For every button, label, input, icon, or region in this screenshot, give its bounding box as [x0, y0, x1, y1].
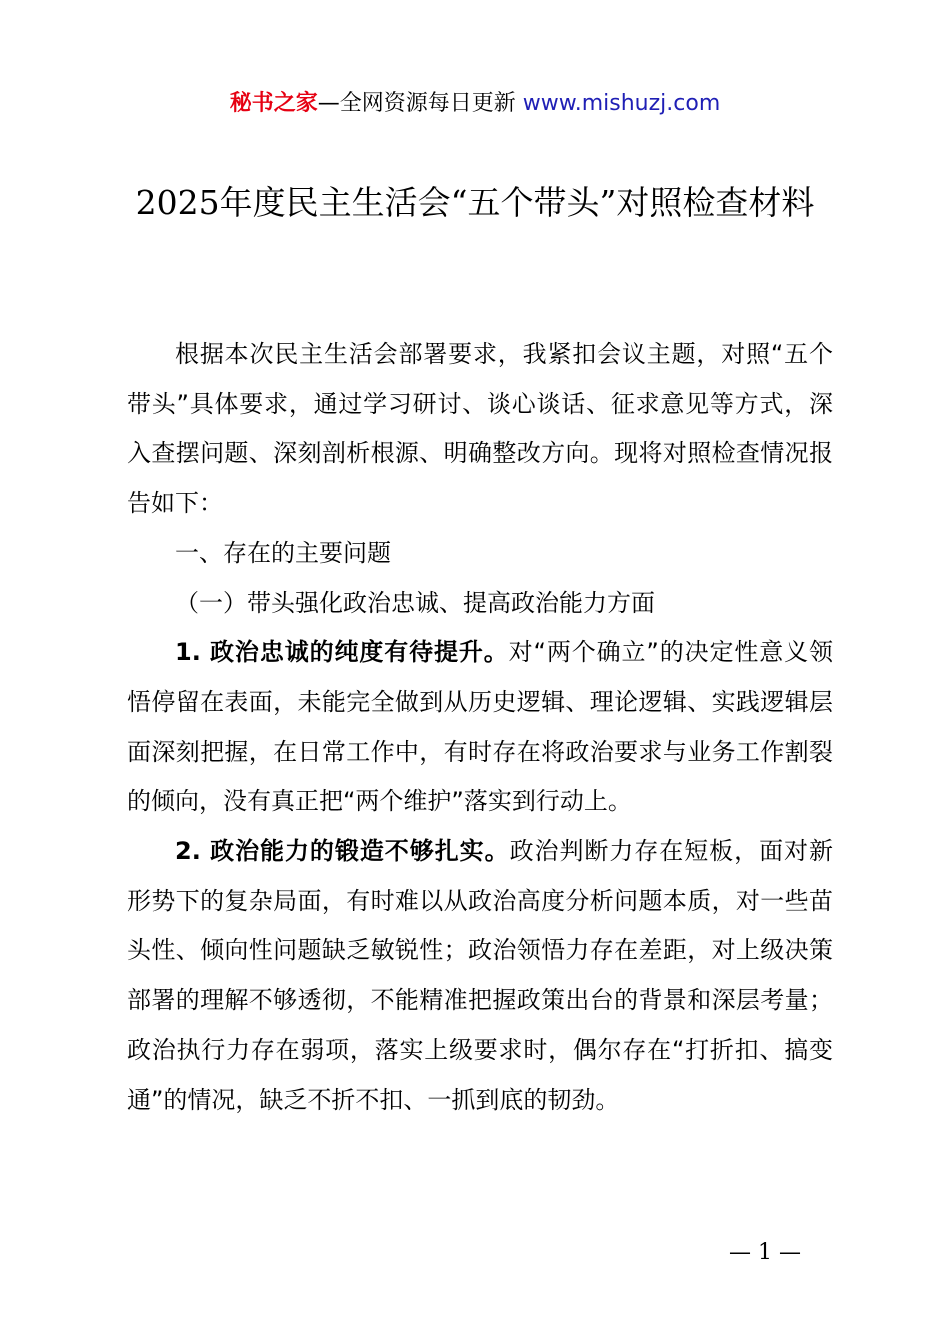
document-body	[127, 330, 833, 1125]
site-header	[0, 86, 950, 122]
problem-item-2	[127, 827, 833, 1125]
brand-name: 秘书之家	[229, 91, 318, 116]
problem-item-1	[127, 628, 833, 827]
problem-item-2-text: 政治判断力存在短板，面对新形势下的复杂局面，有时难以从政治高度分析问题本质，对一些苗头性、倾向性问题缺乏敏锐性；政治领悟力存在差距，对上级决策部署的理解不够透彻，不能精准把握政策出台的背景和深层考量；政治执行力存在弱项，落实上级要求时，偶尔存在“打折扣、搞变通”的情况，缺乏不折不扣、一抓到底的韧劲。	[127, 837, 833, 1114]
section-heading: 一、存在的主要问题	[175, 538, 391, 567]
site-url-link[interactable]: www.mishuzj.com	[522, 91, 721, 116]
subsection-heading: （一）带头强化政治忠诚、提高政治能力方面	[175, 588, 655, 617]
page-number: — 1 —	[729, 1240, 801, 1265]
problem-item-1-text: 对“两个确立”的决定性意义领悟停留在表面，未能完全做到从历史逻辑、理论逻辑、实践逻辑层面深刻把握，在日常工作中，有时存在将政治要求与业务工作割裂的倾向，没有真正把“两个维护”落实到行动上。	[127, 638, 833, 816]
problem-item-1-lead: 1. 政治忠诚的纯度有待提升。	[175, 638, 509, 667]
intro-paragraph: 根据本次民主生活会部署要求，我紧扣会议主题，对照“五个带头”具体要求，通过学习研讨、谈心谈话、征求意见等方式，深入查摆问题、深刻剖析根源、明确整改方向。现将对照检查情况报告如下：	[127, 340, 833, 518]
header-tagline: —全网资源每日更新	[317, 91, 523, 116]
problem-item-2-lead: 2. 政治能力的锻造不够扎实。	[175, 837, 510, 866]
document-title: 2025年度民主生活会“五个带头”对照检查材料	[135, 183, 815, 222]
